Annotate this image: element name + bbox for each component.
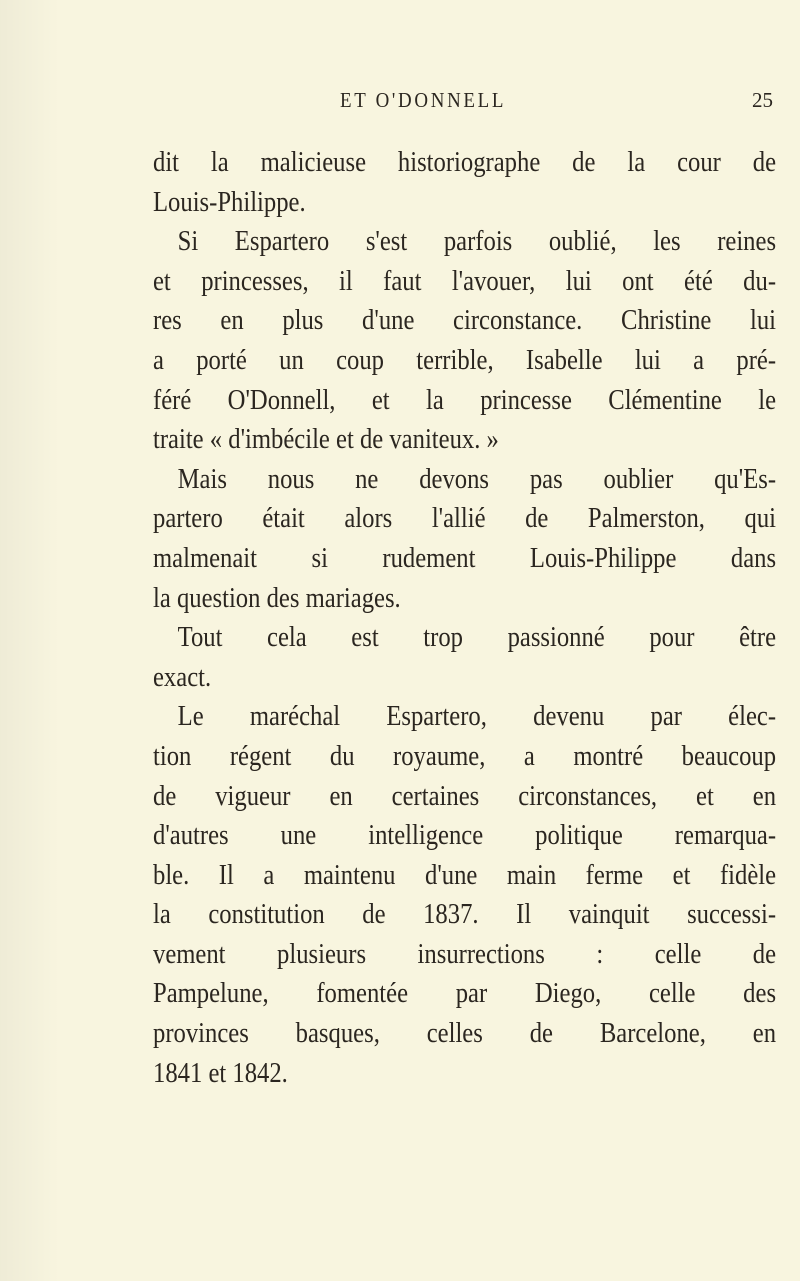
text-line: et princesses, il faut l'avouer, lui ont été du- (153, 265, 777, 297)
text-line: la constitution de 1837. Il vainquit successi- (153, 899, 777, 931)
text-line: d'autres une intelligence politique remarqua- (153, 820, 777, 852)
text-line: malmenait si rudement Louis-Philippe dans (153, 542, 777, 574)
text-line: de vigueur en certaines circonstances, et en (153, 780, 777, 812)
text-line: 1841 et 1842. (153, 1057, 288, 1089)
page-edge-shadow (0, 0, 60, 1281)
text-line: Mais nous ne devons pas oublier qu'Es- (177, 463, 777, 495)
text-line: Si Espartero s'est parfois oublié, les reines (177, 226, 777, 258)
text-line: traite « d'imbécile et de vaniteux. » (153, 424, 499, 456)
text-line: dit la malicieuse historiographe de la cour de (153, 147, 777, 178)
text-line: provinces basques, celles de Barcelone, en (153, 1018, 777, 1050)
text-line: Tout cela est trop passionné pour être (177, 622, 777, 654)
page-header (0, 88, 800, 122)
body-text (153, 143, 776, 1093)
text-line: exact. (153, 661, 212, 693)
running-title: ET O'DONNELL (340, 88, 507, 112)
text-line: vement plusieurs insurrections : celle de (153, 938, 777, 970)
text-line: la question des mariages. (153, 582, 401, 614)
text-line: Pampelune, fomentée par Diego, celle des (153, 978, 777, 1010)
text-line: a porté un coup terrible, Isabelle lui a pré- (153, 344, 777, 376)
text-line: féré O'Donnell, et la princesse Clémentine le (153, 384, 777, 416)
page-number: 25 (752, 88, 773, 112)
text-line: Le maréchal Espartero, devenu par élec- (177, 701, 777, 733)
text-line: partero était alors l'allié de Palmerston, qui (153, 503, 777, 535)
text-line: tion régent du royaume, a montré beaucoup (153, 740, 777, 772)
text-line: ble. Il a maintenu d'une main ferme et fidèle (153, 859, 777, 891)
text-line: Louis-Philippe. (153, 186, 306, 218)
text-line: res en plus d'une circonstance. Christine lui (153, 305, 777, 337)
